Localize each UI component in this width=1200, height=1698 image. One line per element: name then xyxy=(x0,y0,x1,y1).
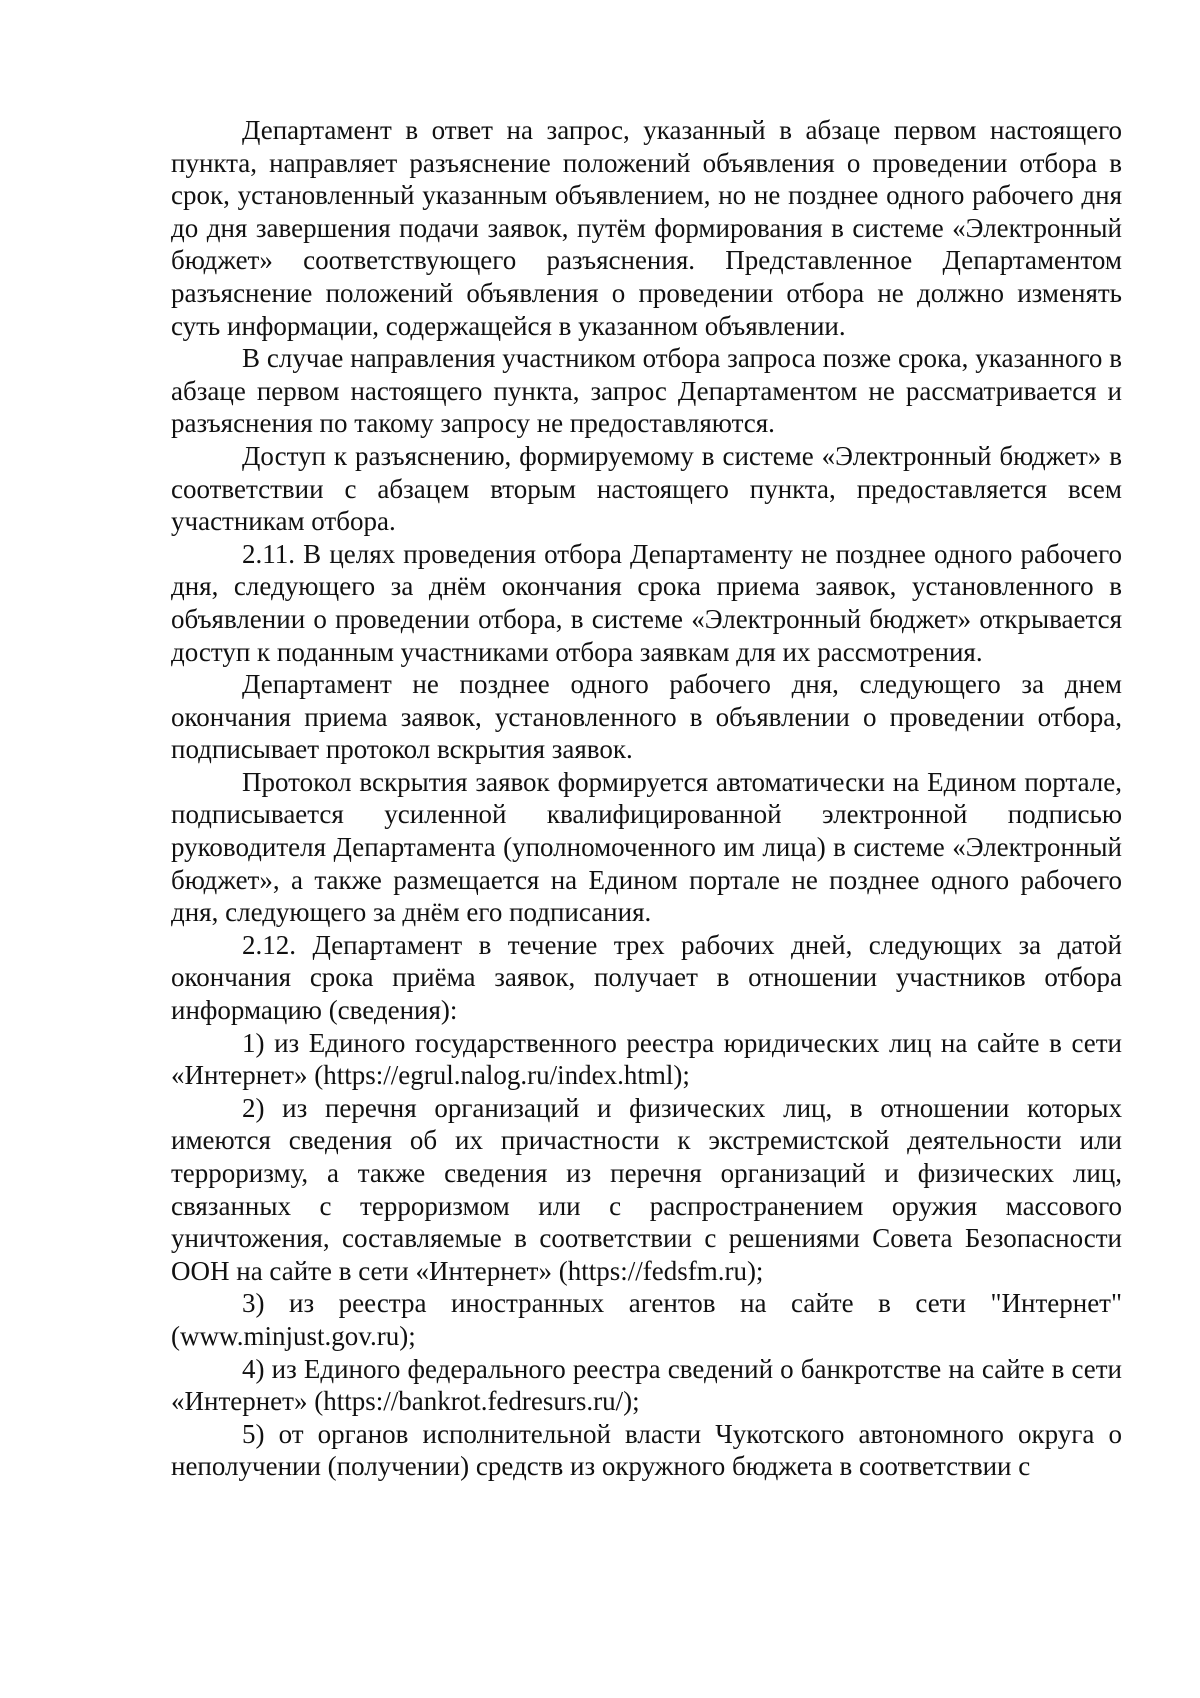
list-item-3-foreign-agents: 3) из реестра иностранных агентов на сайте в сети "Интернет" (www.minjust.gov.ru); xyxy=(171,1288,1122,1351)
paragraph-opening-protocol-forming: Протокол вскрытия заявок формируется автоматически на Едином портале, подписывается усиленной квалифицированной электронной подписью руководителя Департамента (уполномоченного им лица) в системе «Электронный бюджет», а также размещается на Едином портале не позднее одного рабочего дня, следующего за днём его подписания. xyxy=(171,766,1122,928)
list-item-1-egrul: 1) из Единого государственного реестра юридических лиц на сайте в сети «Интернет» (https://egrul.nalog.ru/index.html); xyxy=(171,1027,1122,1091)
list-item-2-fedsfm: 2) из перечня организаций и физических лиц, в отношении которых имеются сведения об их причастности к экстремистской деятельности или терроризму, а также сведения из перечня организаций и физических лиц, связанных с терроризмом или с распространением оружия массового уничтожения, составляемые в соответствии с решениями Совета Безопасности ООН на сайте в сети «Интернет» (https://fedsfm.ru); xyxy=(171,1092,1122,1286)
paragraph-access-to-clarification: Доступ к разъяснению, формируемому в системе «Электронный бюджет» в соответствии с абзацем вторым настоящего пункта, предоставляется всем участникам отбора. xyxy=(171,440,1122,537)
paragraph-2-11: 2.11. В целях проведения отбора Департаменту не позднее одного рабочего дня, следующего за днём окончания срока приема заявок, установленного в объявлении о проведении отбора, в системе «Электронный бюджет» открывается доступ к поданным участниками отбора заявкам для их рассмотрения. xyxy=(171,538,1122,667)
document-page xyxy=(171,114,1122,1483)
paragraph-opening-protocol-signing: Департамент не позднее одного рабочего дня, следующего за днем окончания приема заявок, установленного в объявлении о проведении отбора, подписывает протокол вскрытия заявок. xyxy=(171,669,1122,765)
paragraph-clarification-by-department: Департамент в ответ на запрос, указанный в абзаце первом настоящего пункта, направляет разъяснение положений объявления о проведении отбора в срок, установленный указанным объявлением, но не позднее одного рабочего дня до дня завершения подачи заявок, путём формирования в системе «Электронный бюджет» соответствующего разъяснения. Представленное Департаментом разъяснение положений объявления о проведении отбора не должно изменять суть информации, содержащейся в указанном объявлении. xyxy=(171,115,1122,341)
paragraph-2-12: 2.12. Департамент в течение трех рабочих дней, следующих за датой окончания срока приёма заявок, получает в отношении участников отбора информацию (сведения): xyxy=(171,929,1122,1026)
paragraph-late-request: В случае направления участником отбора запроса позже срока, указанного в абзаце первом настоящего пункта, запрос Департаментом не рассматривается и разъяснения по такому запросу не предоставляются. xyxy=(171,343,1122,439)
list-item-5-executive-bodies: 5) от органов исполнительной власти Чукотского автономного округа о неполучении (получении) средств из окружного бюджета в соответствии с xyxy=(171,1418,1122,1482)
list-item-4-bankruptcy: 4) из Единого федерального реестра сведений о банкротстве на сайте в сети «Интернет» (https://bankrot.fedresurs.ru/); xyxy=(171,1353,1122,1417)
